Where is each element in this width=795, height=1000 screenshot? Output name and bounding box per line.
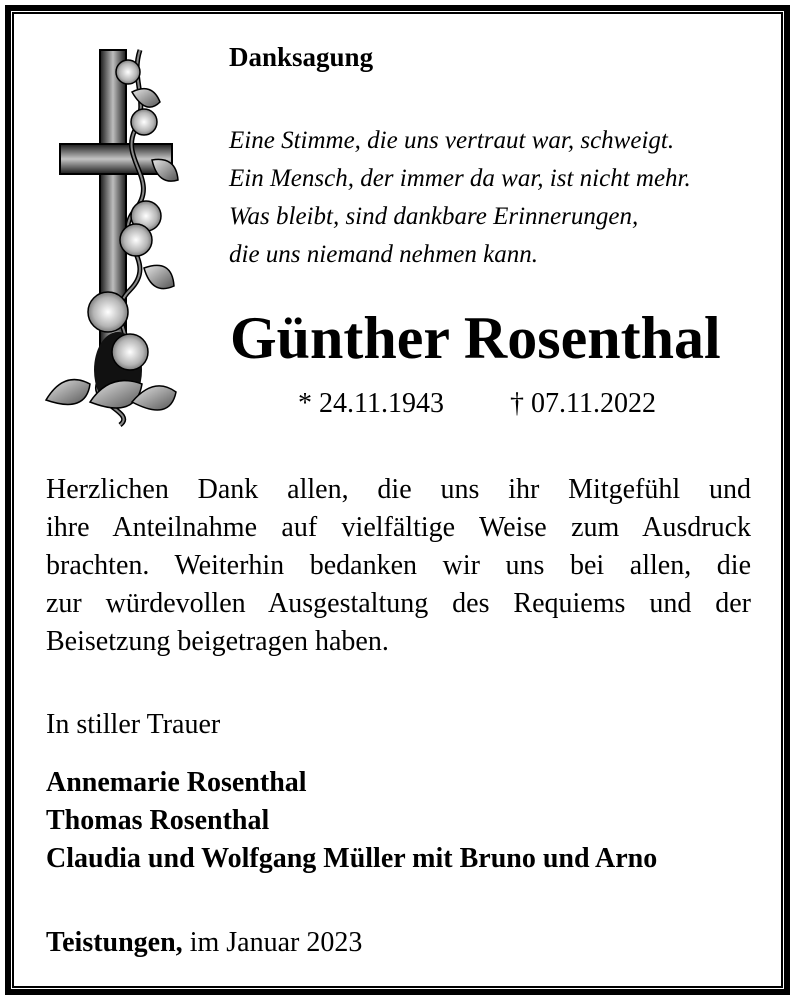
place: Teistungen, [46,927,183,958]
paragraph-line: ihre Anteilnahme auf vielfältige Weise zum Ausdruck [46,512,751,543]
mourning-line: In stiller Trauer [46,709,221,740]
paragraph-line: brachten. Weiterhin bedanken wir uns bei allen, die [46,550,751,581]
poem-line: Was bleibt, sind dankbare Erinnerungen, [229,203,639,230]
deceased-name: Günther Rosenthal [230,305,721,371]
poem-line: die uns niemand nehmen kann. [229,241,538,268]
poem-line: Ein Mensch, der immer da war, ist nicht mehr. [229,165,691,192]
paragraph-line: Beisetzung beigetragen haben. [46,626,389,657]
place-and-date [46,924,362,962]
poem-line: Eine Stimme, die uns vertraut war, schweigt. [229,127,675,154]
thanks-paragraph [46,471,751,661]
birth-date: * 24.11.1943 [298,388,444,419]
poem [229,122,691,274]
heading: Danksagung [229,42,374,72]
mourner-name: Claudia und Wolfgang Müller mit Bruno und Arno [46,843,658,874]
death-date: † 07.11.2022 [510,388,656,419]
date: im Januar 2023 [182,927,363,958]
mourner-name: Thomas Rosenthal [46,805,270,836]
mourner-name: Annemarie Rosenthal [46,767,307,798]
mourners-list [46,764,657,878]
paragraph-line: Herzlichen Dank allen, die uns ihr Mitgefühl und [46,474,751,505]
cross-with-vine-icon [40,40,190,430]
paragraph-line: zur würdevollen Ausgestaltung des Requiems und der [46,588,751,619]
